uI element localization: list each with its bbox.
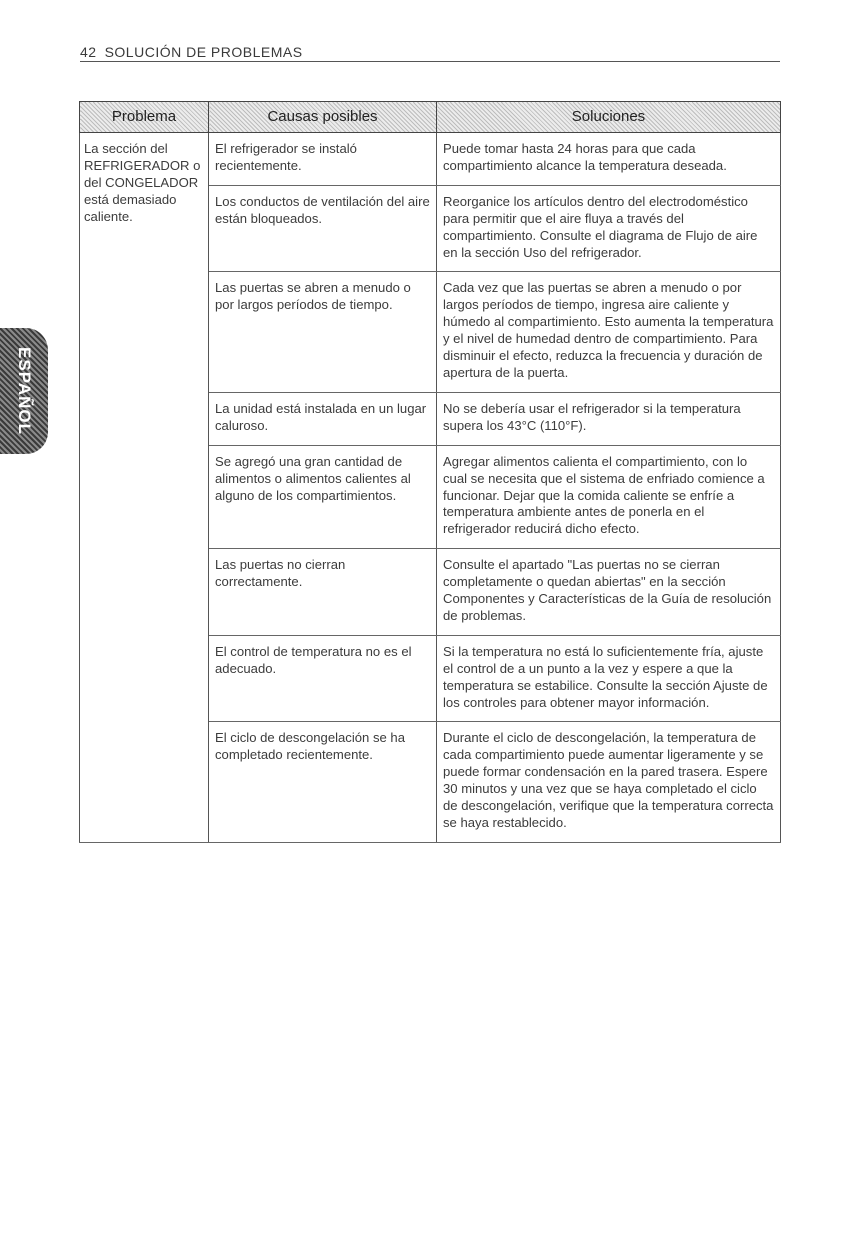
solution-cell: Si la temperatura no está lo suficientemente fría, ajuste el control de a un punto a la vez y espere a que la temperatura se estabilice. Consulte la sección Ajuste de los controles para obtener mayor información. (437, 635, 781, 722)
cause-cell: La unidad está instalada en un lugar caluroso. (209, 392, 437, 445)
page-header (80, 44, 780, 62)
cause-cell: Los conductos de ventilación del aire están bloqueados. (209, 185, 437, 272)
table-row (80, 133, 781, 186)
cause-cell: Las puertas se abren a menudo o por largos períodos de tiempo. (209, 272, 437, 392)
cause-cell: El ciclo de descongelación se ha completado recientemente. (209, 722, 437, 842)
cause-cell: El refrigerador se instaló recientemente. (209, 133, 437, 186)
page-number: 42 (80, 44, 97, 60)
header-solutions: Soluciones (437, 102, 781, 133)
header-causes: Causas posibles (209, 102, 437, 133)
solution-cell: No se debería usar el refrigerador si la temperatura supera los 43°C (110°F). (437, 392, 781, 445)
problem-cell: La sección del REFRIGERADOR o del CONGELADOR está demasiado caliente. (80, 133, 209, 843)
language-tab-label: ESPAÑOL (15, 347, 34, 435)
solution-cell: Reorganice los artículos dentro del electrodoméstico para permitir que el aire fluya a través del compartimiento. Consulte el diagrama de Flujo de aire en la sección Uso del refrigerador. (437, 185, 781, 272)
solution-cell: Consulte el apartado "Las puertas no se cierran completamente o quedan abiertas" en la sección Componentes y Características de la Guía de resolución de problemas. (437, 549, 781, 636)
language-tab (0, 328, 48, 454)
solution-cell: Durante el ciclo de descongelación, la temperatura de cada compartimiento puede aumentar ligeramente y se puede formar condensación en la pared trasera. Espere 30 minutos y una vez que se haya completado el ciclo de descongelación, verifique que la temperatura correcta se haya restablecido. (437, 722, 781, 842)
solution-cell: Agregar alimentos calienta el compartimiento, con lo cual se necesita que el sistema de enfriado comience a funcionar. Dejar que la comida caliente se enfríe a temperatura ambiente antes de ponerla en el refrigerador reducirá dicho efecto. (437, 445, 781, 549)
solution-cell: Cada vez que las puertas se abren a menudo o por largos períodos de tiempo, ingresa aire caliente y húmedo al compartimiento. Esto aumenta la temperatura y el nivel de humedad dentro de compartimiento. Para disminuir el efecto, reduzca la frecuencia y duración de apertura de la puerta. (437, 272, 781, 392)
cause-cell: El control de temperatura no es el adecuado. (209, 635, 437, 722)
cause-cell: Las puertas no cierran correctamente. (209, 549, 437, 636)
solution-cell: Puede tomar hasta 24 horas para que cada compartimiento alcance la temperatura deseada. (437, 133, 781, 186)
section-title: SOLUCIÓN DE PROBLEMAS (104, 44, 303, 60)
troubleshooting-table (79, 101, 781, 843)
cause-cell: Se agregó una gran cantidad de alimentos o alimentos calientes al alguno de los compartimientos. (209, 445, 437, 549)
header-problem: Problema (80, 102, 209, 133)
table-header-row (80, 102, 781, 133)
